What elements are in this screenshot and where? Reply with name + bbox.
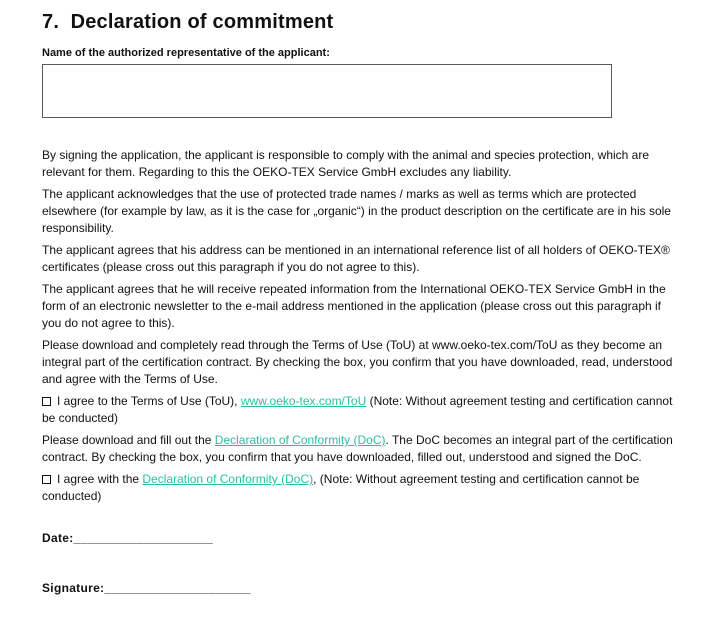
paragraph-text: By signing the application, the applicant is responsible to comply with the animal and species protection, which are relevant for them. Regarding to this the OEKO-TEX Service GmbH excludes any liability. [42, 148, 650, 179]
paragraph [42, 281, 674, 332]
hyperlink[interactable]: www.oeko-tex.com/ToU [240, 394, 367, 408]
date-line[interactable]: Date:____________________ [42, 531, 213, 545]
paragraph [42, 147, 674, 181]
hyperlink[interactable]: Declaration of Conformity (DoC) [142, 472, 314, 486]
paragraph-text: The applicant agrees that his address can be mentioned in an international reference list of all holders of OEKO-TEX® certificates (please cross out this paragraph if you do not agree to this). [42, 243, 670, 274]
agreement-checkbox[interactable] [42, 397, 51, 406]
paragraph-text: . The DoC becomes an integral part of the certification contract. By checking the box, you confirm that you have downloaded, filled out, understood and signed the DoC. [42, 433, 673, 464]
agreement-checkbox[interactable] [42, 475, 51, 484]
paragraph [42, 186, 674, 237]
agreement-line [42, 393, 674, 427]
paragraph-text: , (Note: Without agreement testing and certification cannot be conducted) [42, 472, 640, 503]
paragraph [42, 242, 674, 276]
paragraph-list [42, 147, 672, 505]
paragraph-text: I agree with the [57, 472, 143, 486]
representative-name-label: Name of the authorized representative of the applicant: [42, 47, 330, 59]
paragraph-text: The applicant agrees that he will receive repeated information from the International OEKO-TEX Service GmbH in the form of an electronic newsletter to the e-mail address mentioned in the application (please cross out this paragraph if you do not agree to this). [42, 282, 666, 330]
paragraph-text: The applicant acknowledges that the use of protected trade names / marks as well as terms which are protected elsewhere (for example by law, as it is the case for „organic“) in the product description on the certificate are in his sole responsibility. [42, 187, 671, 235]
paragraph [42, 432, 674, 466]
page-title: 7. Declaration of commitment [42, 11, 334, 33]
paragraph-text: (Note: Without agreement testing and certification cannot be conducted) [42, 394, 673, 425]
paragraph-text: Please download and fill out the [42, 433, 215, 447]
hyperlink[interactable]: Declaration of Conformity (DoC) [214, 433, 386, 447]
paragraph-text: I agree to the Terms of Use (ToU), [57, 394, 241, 408]
agreement-line [42, 471, 674, 505]
representative-name-input[interactable] [42, 64, 612, 118]
paragraph [42, 337, 674, 388]
signature-line[interactable]: Signature:_____________________ [42, 581, 251, 595]
paragraph-text: Please download and completely read through the Terms of Use (ToU) at www.oeko-tex.com/ToU as they become an integral part of the certification contract. By checking the box, you confirm that you have downloaded, read, understood and agree with the Terms of Use. [42, 338, 673, 386]
